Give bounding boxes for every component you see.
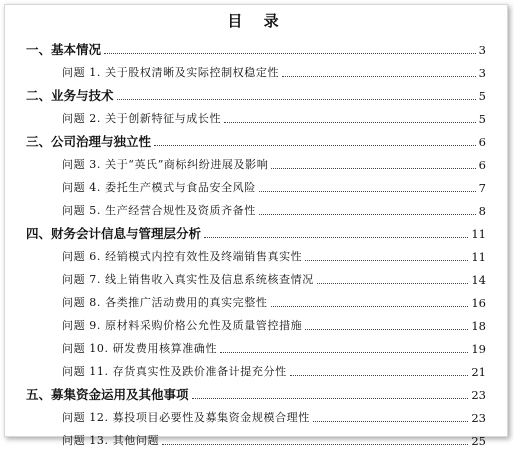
toc-entry-text: 问题 11. 存货真实性及跌价准备计提充分性 <box>62 365 287 378</box>
toc-item-5[interactable] <box>0 197 514 220</box>
toc-page-number: 3 <box>478 43 486 57</box>
toc-entry-text: 问题 4. 委托生产模式与食品安全风险 <box>62 181 256 194</box>
toc-entry-text: 问题 1. 关于股权清晰及实际控制权稳定性 <box>62 66 280 79</box>
toc-page-number: 16 <box>471 296 486 310</box>
toc-page-number: 14 <box>471 273 486 287</box>
toc-item-3[interactable] <box>0 151 514 174</box>
table-of-contents <box>0 36 514 450</box>
toc-section-2[interactable] <box>0 82 514 105</box>
dot-leader <box>305 329 468 330</box>
toc-entry-text: 问题 7. 线上销售收入真实性及信息系统核查情况 <box>62 273 314 286</box>
toc-title: 目 录 <box>227 12 287 30</box>
dot-leader <box>162 444 468 445</box>
toc-entry-text: 四、财务会计信息与管理层分析 <box>26 226 202 241</box>
toc-entry-text: 三、公司治理与独立性 <box>26 134 152 149</box>
toc-page-number: 3 <box>478 66 486 80</box>
toc-item-9[interactable] <box>0 312 514 335</box>
toc-section-1[interactable] <box>0 36 514 59</box>
toc-entry-text: 问题 10. 研发费用核算准确性 <box>62 342 218 355</box>
toc-entry-text: 问题 6. 经销模式内控有效性及终端销售真实性 <box>62 250 303 263</box>
dot-leader <box>117 99 476 100</box>
toc-page-number: 11 <box>471 250 486 264</box>
toc-page-number: 19 <box>471 342 486 356</box>
toc-page-number: 6 <box>478 158 486 172</box>
toc-page-number: 11 <box>471 227 486 241</box>
toc-page-number: 7 <box>478 181 486 195</box>
toc-entry-text: 问题 2. 关于创新特征与成长性 <box>62 112 222 125</box>
dot-leader <box>282 76 476 77</box>
dot-leader <box>290 375 469 376</box>
toc-entry-text: 问题 13. 其他问题 <box>62 434 160 447</box>
toc-item-13[interactable] <box>0 427 514 450</box>
toc-section-4[interactable] <box>0 220 514 243</box>
dot-leader <box>220 352 468 353</box>
toc-page-number: 18 <box>471 319 486 333</box>
toc-page-number: 23 <box>471 388 486 402</box>
toc-entry-text: 问题 3. 关于“英氏”商标纠纷进展及影响 <box>62 158 269 171</box>
toc-page-number: 23 <box>471 411 486 425</box>
toc-page-number: 5 <box>478 89 486 103</box>
dot-leader <box>259 191 476 192</box>
dot-leader <box>305 260 468 261</box>
toc-item-6[interactable] <box>0 243 514 266</box>
dot-leader <box>317 283 468 284</box>
dot-leader <box>271 168 475 169</box>
toc-entry-text: 问题 12. 募投项目必要性及募集资金规模合理性 <box>62 411 310 424</box>
dot-leader <box>104 53 476 54</box>
toc-item-8[interactable] <box>0 289 514 312</box>
toc-page-number: 5 <box>478 112 486 126</box>
dot-leader <box>313 421 468 422</box>
toc-page-number: 6 <box>478 135 486 149</box>
toc-section-3[interactable] <box>0 128 514 151</box>
toc-page-number: 25 <box>471 434 486 448</box>
dot-leader <box>192 398 469 399</box>
toc-page-number: 8 <box>478 204 486 218</box>
dot-leader <box>271 306 469 307</box>
toc-entry-text: 五、募集资金运用及其他事项 <box>26 387 189 402</box>
toc-entry-text: 一、基本情况 <box>26 42 102 57</box>
toc-entry-text: 二、业务与技术 <box>26 88 114 103</box>
toc-entry-text: 问题 9. 原材料采购价格公允性及质量管控措施 <box>62 319 303 332</box>
dot-leader <box>204 237 468 238</box>
toc-page-number: 21 <box>471 365 486 379</box>
toc-item-12[interactable] <box>0 404 514 427</box>
toc-item-4[interactable] <box>0 174 514 197</box>
toc-item-11[interactable] <box>0 358 514 381</box>
dot-leader <box>224 122 476 123</box>
toc-item-7[interactable] <box>0 266 514 289</box>
toc-item-10[interactable] <box>0 335 514 358</box>
dot-leader <box>154 145 476 146</box>
dot-leader <box>259 214 476 215</box>
toc-entry-text: 问题 8. 各类推广活动费用的真实完整性 <box>62 296 268 309</box>
toc-entry-text: 问题 5. 生产经营合规性及资质齐备性 <box>62 204 256 217</box>
toc-section-5[interactable] <box>0 381 514 404</box>
toc-item-1[interactable] <box>0 59 514 82</box>
toc-item-2[interactable] <box>0 105 514 128</box>
